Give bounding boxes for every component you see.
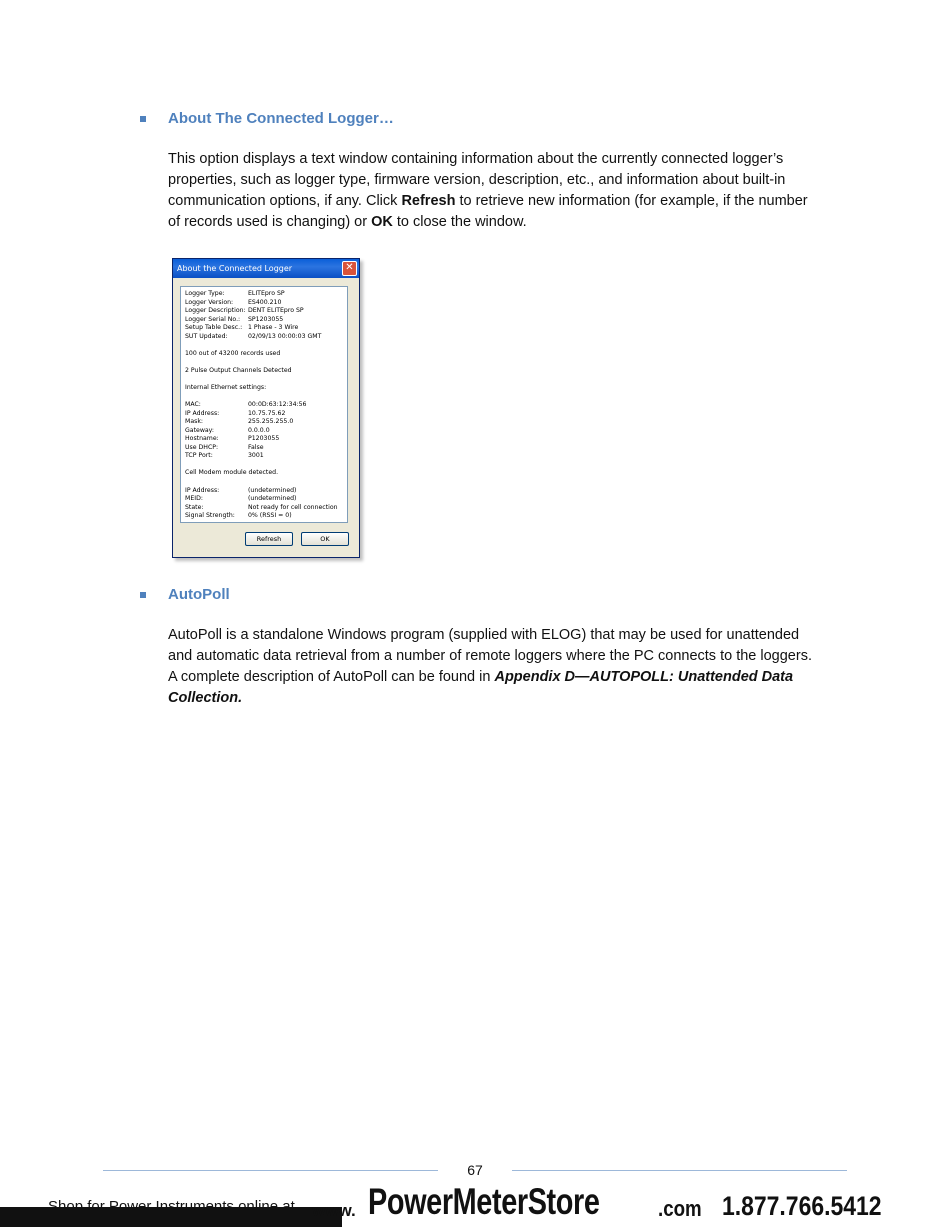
info-row xyxy=(185,444,343,453)
info-value: 3001 xyxy=(248,452,264,460)
info-value: Not ready for cell connection xyxy=(248,503,338,511)
info-row xyxy=(185,299,343,308)
section-bullet xyxy=(140,116,146,122)
dialog-titlebar xyxy=(173,259,359,278)
info-row xyxy=(185,452,343,461)
about-logger-dialog xyxy=(172,258,360,558)
section-heading-about-logger: About The Connected Logger… xyxy=(168,110,394,127)
logger-info-rows xyxy=(185,290,343,341)
close-icon[interactable]: ✕ xyxy=(342,261,357,276)
info-key: SUT Updated: xyxy=(185,332,228,340)
info-row xyxy=(185,324,343,333)
info-value: 1 Phase - 3 Wire xyxy=(248,324,299,332)
info-value: (undetermined) xyxy=(248,486,297,494)
ok-button[interactable]: OK xyxy=(301,532,349,546)
info-row xyxy=(185,316,343,325)
promo-banner xyxy=(0,1180,950,1227)
info-value: 0% (RSSI = 0) xyxy=(248,512,292,520)
promo-dotcom: .com xyxy=(658,1196,702,1221)
info-row xyxy=(185,307,343,316)
info-row xyxy=(185,290,343,299)
footer-rule-right xyxy=(512,1170,847,1171)
promo-left-bar xyxy=(0,1207,342,1227)
page-number: 67 xyxy=(467,1162,483,1178)
footer-rule-left xyxy=(103,1170,438,1171)
info-value: 0.0.0.0 xyxy=(248,426,270,434)
info-key: State: xyxy=(185,503,204,511)
records-line: 100 out of 43200 records used xyxy=(185,349,281,357)
info-key: Hostname: xyxy=(185,435,219,443)
info-key: Setup Table Desc.: xyxy=(185,324,243,332)
info-value: 10.75.75.62 xyxy=(248,409,286,417)
promo-phone: 1.877.766.5412 xyxy=(722,1191,882,1221)
info-key: Use DHCP: xyxy=(185,443,219,451)
info-value: 02/09/13 00:00:03 GMT xyxy=(248,332,322,340)
info-row xyxy=(185,427,343,436)
info-value: ES400.210 xyxy=(248,298,282,306)
section-bullet xyxy=(140,592,146,598)
logger-info-textbox[interactable] xyxy=(180,286,348,523)
info-row xyxy=(185,512,343,521)
info-value: DENT ELITEpro SP xyxy=(248,307,304,315)
info-key: Logger Version: xyxy=(185,298,234,306)
ethernet-rows xyxy=(185,401,343,461)
info-row xyxy=(185,401,343,410)
info-row xyxy=(185,495,343,504)
dialog-title: About the Connected Logger xyxy=(177,264,293,273)
info-row xyxy=(185,487,343,496)
modem-line: Cell Modem module detected. xyxy=(185,469,279,477)
info-value: 255.255.255.0 xyxy=(248,418,294,426)
modem-rows xyxy=(185,487,343,521)
info-key: IP Address: xyxy=(185,409,220,417)
ok-emphasis: OK xyxy=(371,214,393,230)
appendix-reference: Appendix D—AUTOPOLL: Unattended Data Collection. xyxy=(168,669,794,706)
info-row xyxy=(185,333,343,342)
refresh-emphasis: Refresh xyxy=(401,193,456,209)
info-key: Gateway: xyxy=(185,426,214,434)
info-key: MEID: xyxy=(185,495,203,503)
info-row xyxy=(185,504,343,513)
info-value: 00:0D:63:12:34:56 xyxy=(248,401,307,409)
info-value: ELITEpro SP xyxy=(248,290,285,297)
info-value: (undetermined) xyxy=(248,495,297,503)
info-row xyxy=(185,410,343,419)
info-key: IP Address: xyxy=(185,486,220,494)
section-paragraph-autopoll: AutoPoll is a standalone Windows program (supplied with ELOG) that may be used for unattended and automatic data retrieval from a number of remote loggers where the PC connects to the loggers. A complete description of AutoPoll can be found in Appendix D—AUTOPOLL: Unattended Data Collection. xyxy=(168,627,812,706)
info-value: P1203055 xyxy=(248,435,280,443)
promo-brand: PowerMeterStore xyxy=(368,1181,600,1222)
info-row xyxy=(185,435,343,444)
info-value: SP1203055 xyxy=(248,315,284,323)
ethernet-heading: Internal Ethernet settings: xyxy=(185,384,267,392)
promo-www: www. xyxy=(312,1201,356,1220)
info-row xyxy=(185,418,343,427)
info-key: Signal Strength: xyxy=(185,512,235,520)
refresh-button[interactable]: Refresh xyxy=(245,532,293,546)
info-key: Logger Type: xyxy=(185,290,225,297)
info-key: Logger Description: xyxy=(185,307,246,315)
info-key: Logger Serial No.: xyxy=(185,315,241,323)
section-heading-autopoll: AutoPoll xyxy=(168,586,230,603)
info-key: TCP Port: xyxy=(185,452,213,460)
info-value: False xyxy=(248,443,264,451)
section-paragraph-about-logger: This option displays a text window containing information about the currently connected logger’s properties, such as logger type, firmware version, description, etc., and information about built-in communication options, if any. Click Refresh to retrieve new information (for example, if the number of records used is changing) or OK to close the window. xyxy=(168,151,808,230)
pulse-line: 2 Pulse Output Channels Detected xyxy=(185,366,292,374)
info-key: MAC: xyxy=(185,401,201,409)
info-key: Mask: xyxy=(185,418,204,426)
